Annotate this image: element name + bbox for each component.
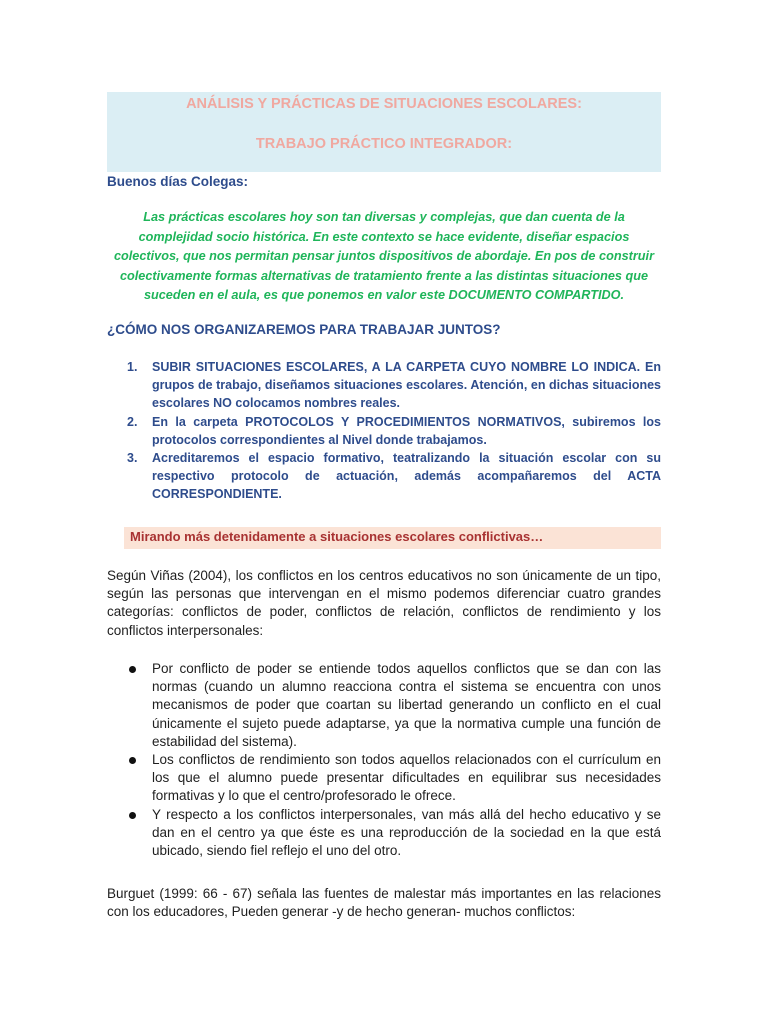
bullet-icon bbox=[129, 757, 136, 764]
list-item bbox=[107, 806, 661, 861]
list-item bbox=[107, 358, 661, 413]
document-title: ANÁLISIS Y PRÁCTICAS DE SITUACIONES ESCOLARES: bbox=[186, 96, 582, 112]
intro-paragraph: Las prácticas escolares hoy son tan diversas y complejas, que dan cuenta de la complejidad socio histórica. En este contexto se hace evidente, diseñar espacios colectivos, que nos permitan pensar juntos dispositivos de abordaje. En pos de construir colectivamente formas alternativas de tratamiento frente a las distintas situaciones que suceden en el aula, es que ponemos en valor este DOCUMENTO COMPARTIDO. bbox=[113, 210, 655, 302]
list-item bbox=[107, 413, 661, 449]
list-item-text: Los conflictos de rendimiento son todos aquellos relacionados con el currículum en los que el alumno puede presentar dificultades en equilibrar sus necesidades formativas y lo que el centro/profesorado le ofrece. bbox=[152, 752, 661, 804]
list-item-text: Acreditaremos el espacio formativo, teatralizando la situación escolar con su respectivo protocolo de actuación, además acompañaremos del ACTA CORRESPONDIENTE. bbox=[152, 451, 661, 502]
list-item-text: SUBIR SITUACIONES ESCOLARES, A LA CARPETA CUYO NOMBRE LO INDICA. En grupos de trabajo, diseñamos situaciones escolares. Atención, en dichas situaciones escolares NO colocamos nombres reales. bbox=[152, 360, 661, 411]
highlight-heading: Mirando más detenidamente a situaciones escolares conflictivas… bbox=[130, 529, 544, 544]
list-number: 1. bbox=[127, 360, 138, 374]
list-item-text: Y respecto a los conflictos interpersonales, van más allá del hecho educativo y se dan en el centro ya que éste es una reproducción de la sociedad en la que está ubicado, siendo fiel reflejo el uno del otro. bbox=[152, 806, 661, 859]
highlight-banner bbox=[124, 527, 661, 549]
bullet-icon bbox=[129, 666, 136, 673]
bullet-icon bbox=[129, 812, 136, 819]
document-subtitle: TRABAJO PRÁCTICO INTEGRADOR: bbox=[255, 136, 513, 152]
section-heading: ¿CÓMO NOS ORGANIZAREMOS PARA TRABAJAR JUNTOS? bbox=[107, 322, 501, 337]
list-item bbox=[107, 660, 661, 751]
list-number: 3. bbox=[127, 451, 138, 466]
list-item bbox=[107, 449, 661, 504]
list-number: 2. bbox=[127, 414, 138, 429]
body-paragraph: Burguet (1999: 66 - 67) señala las fuentes de malestar más importantes en las relaciones con los educadores, Pueden generar -y de hecho generan- muchos conflictos: bbox=[107, 886, 661, 920]
list-item-text: En la carpeta PROTOCOLOS Y PROCEDIMIENTOS NORMATIVOS, subiremos los protocolos correspondientes al Nivel donde trabajamos. bbox=[152, 414, 661, 447]
title-banner bbox=[107, 92, 661, 172]
greeting: Buenos días Colegas: bbox=[107, 174, 249, 189]
bullet-list bbox=[107, 660, 661, 860]
steps-list bbox=[107, 358, 661, 504]
body-paragraph: Según Viñas (2004), los conflictos en los centros educativos no son únicamente de un tipo, según las personas que intervengan en el mismo podemos diferenciar cuatro grandes categorías: conflictos de poder, conflictos de relación, conflictos de rendimiento y los conflictos interpersonales: bbox=[107, 568, 661, 638]
list-item-text: Por conflicto de poder se entiende todos aquellos conflictos que se dan con las normas (cuando un alumno reacciona contra el sistema se encuentra con unos mecanismos de poder que coartan su libertad generando un conflicto en el cual únicamente el sujeto puede adaptarse, ya que la normativa cumple una función de estabilidad del sistema). bbox=[152, 661, 661, 749]
list-item bbox=[107, 751, 661, 806]
